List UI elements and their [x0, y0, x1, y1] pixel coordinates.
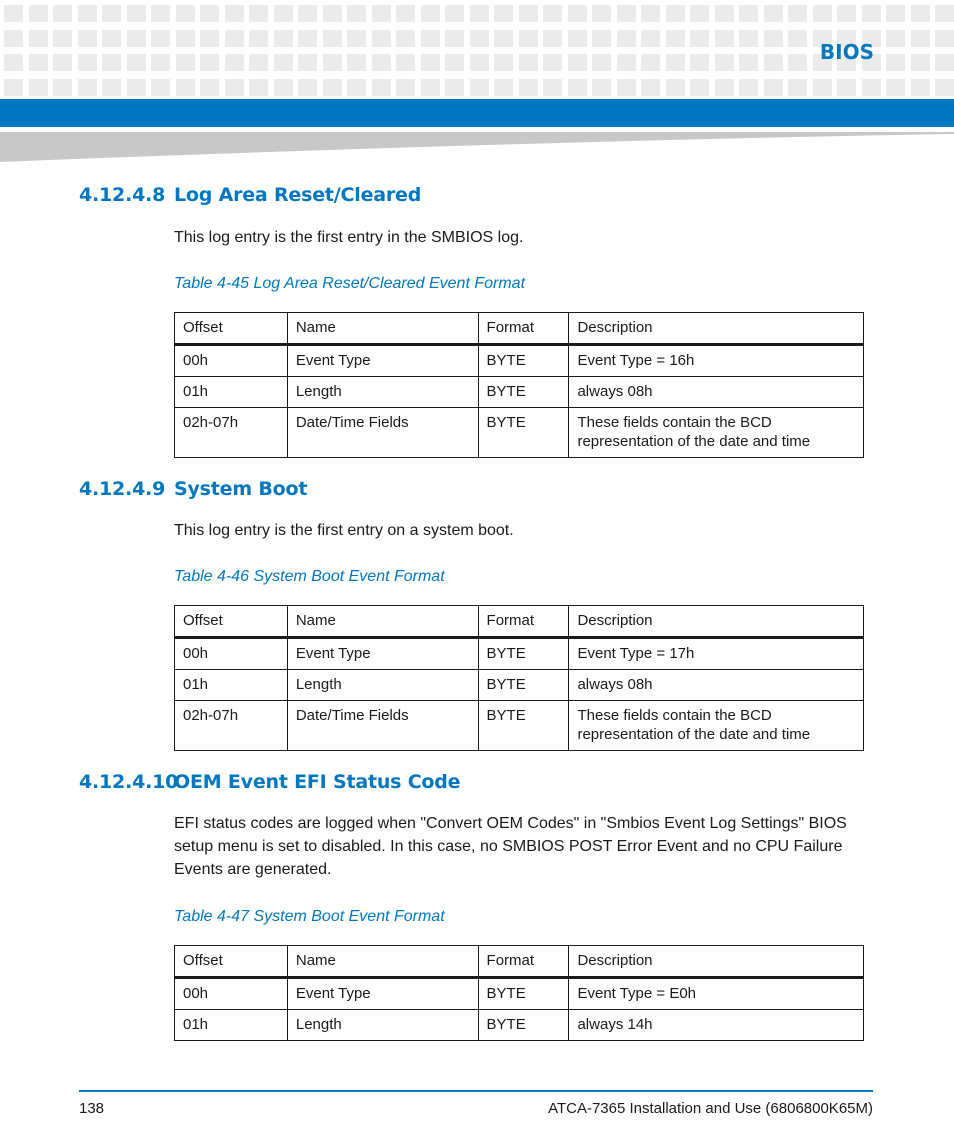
cell-description: Event Type = 17h: [569, 638, 864, 670]
grid-cell: [200, 5, 219, 22]
grid-cell: [519, 54, 538, 71]
cell-name: Event Type: [287, 638, 478, 670]
grid-cell: [200, 79, 219, 96]
grid-cell: [494, 30, 513, 47]
grid-cell: [176, 5, 195, 22]
grid-cell: [494, 79, 513, 96]
page-number: 138: [79, 1100, 105, 1117]
grid-cell: [298, 79, 317, 96]
grid-cell: [445, 79, 464, 96]
cell-format: BYTE: [478, 978, 569, 1010]
grid-cell: [592, 30, 611, 47]
cell-offset: 00h: [175, 978, 288, 1010]
cell-name: Length: [287, 1010, 478, 1041]
grid-cell: [53, 5, 72, 22]
grid-cell: [617, 79, 636, 96]
grid-cell: [690, 54, 709, 71]
grid-cell: [127, 79, 146, 96]
cell-offset: 01h: [175, 670, 288, 701]
grid-cell: [396, 54, 415, 71]
cell-offset: 00h: [175, 345, 288, 377]
grid-cell: [151, 30, 170, 47]
grid-cell: [911, 79, 930, 96]
grid-cell: [445, 54, 464, 71]
grid-cell: [151, 79, 170, 96]
grid-cell: [78, 30, 97, 47]
grid-cell: [396, 79, 415, 96]
grid-cell: [666, 54, 685, 71]
section-number: 4.12.4.9: [79, 478, 166, 500]
grid-cell: [886, 79, 905, 96]
header-blue-bar: [0, 99, 954, 127]
header-swoosh: [0, 128, 954, 164]
chapter-title: BIOS: [819, 40, 874, 64]
grid-cell: [935, 30, 954, 47]
grid-cell: [445, 5, 464, 22]
grid-cell: [323, 30, 342, 47]
grid-cell: [396, 30, 415, 47]
grid-cell: [372, 30, 391, 47]
grid-cell: [176, 30, 195, 47]
grid-cell: [494, 54, 513, 71]
grid-cell: [249, 5, 268, 22]
grid-cell: [274, 5, 293, 22]
grid-cell: [935, 79, 954, 96]
grid-cell: [396, 5, 415, 22]
cell-offset: 01h: [175, 1010, 288, 1041]
grid-cell: [372, 79, 391, 96]
grid-cell: [911, 54, 930, 71]
grid-cell: [127, 5, 146, 22]
grid-cell: [886, 54, 905, 71]
grid-cell: [935, 5, 954, 22]
event-format-table: [174, 312, 864, 458]
header-offset: Offset: [175, 606, 288, 638]
cell-description: These fields contain the BCD representation of the date and time: [569, 408, 864, 458]
grid-cell: [641, 54, 660, 71]
grid-cell: [421, 30, 440, 47]
grid-cell: [78, 54, 97, 71]
grid-cell: [788, 5, 807, 22]
grid-cell: [739, 54, 758, 71]
grid-cell: [837, 5, 856, 22]
grid-cell: [4, 30, 23, 47]
grid-cell: [200, 54, 219, 71]
table-header-row: [175, 313, 864, 345]
grid-cell: [249, 54, 268, 71]
grid-cell: [568, 54, 587, 71]
grid-cell: [445, 30, 464, 47]
grid-cell: [837, 79, 856, 96]
cell-name: Length: [287, 670, 478, 701]
grid-cell: [323, 54, 342, 71]
grid-cell: [592, 54, 611, 71]
section-heading-log-area-reset: [79, 184, 421, 206]
grid-cell: [764, 54, 783, 71]
section-intro: This log entry is the first entry on a system boot.: [174, 522, 514, 539]
grid-cell: [568, 5, 587, 22]
table-row: [175, 670, 864, 701]
grid-cell: [886, 30, 905, 47]
grid-cell: [200, 30, 219, 47]
grid-cell: [690, 30, 709, 47]
footer-rule: [79, 1090, 873, 1092]
section-heading-system-boot: [79, 478, 307, 500]
grid-cell: [617, 30, 636, 47]
cell-format: BYTE: [478, 345, 569, 377]
grid-cell: [764, 30, 783, 47]
grid-cell: [788, 54, 807, 71]
grid-cell: [543, 30, 562, 47]
grid-cell: [176, 54, 195, 71]
grid-cell: [225, 30, 244, 47]
grid-cell: [372, 54, 391, 71]
grid-cell: [592, 5, 611, 22]
grid-cell: [78, 79, 97, 96]
grid-cell: [470, 79, 489, 96]
grid-cell: [543, 79, 562, 96]
grid-cell: [715, 5, 734, 22]
grid-cell: [421, 79, 440, 96]
grid-cell: [421, 54, 440, 71]
grid-cell: [739, 5, 758, 22]
cell-description: These fields contain the BCD representation of the date and time: [569, 701, 864, 751]
grid-cell: [617, 5, 636, 22]
grid-cell: [592, 79, 611, 96]
grid-cell: [127, 30, 146, 47]
grid-cell: [666, 5, 685, 22]
grid-cell: [53, 30, 72, 47]
grid-cell: [739, 30, 758, 47]
section-title: OEM Event EFI Status Code: [174, 771, 461, 793]
grid-cell: [53, 54, 72, 71]
section-title: System Boot: [174, 478, 308, 500]
grid-cell: [641, 30, 660, 47]
header-name: Name: [287, 313, 478, 345]
grid-cell: [519, 79, 538, 96]
cell-offset: 00h: [175, 638, 288, 670]
cell-offset: 01h: [175, 377, 288, 408]
grid-cell: [690, 79, 709, 96]
grid-cell: [813, 5, 832, 22]
cell-format: BYTE: [478, 377, 569, 408]
grid-cell: [470, 54, 489, 71]
grid-cell: [29, 54, 48, 71]
grid-cell: [935, 54, 954, 71]
grid-cell: [298, 54, 317, 71]
cell-offset: 02h-07h: [175, 408, 288, 458]
grid-cell: [225, 79, 244, 96]
grid-cell: [788, 79, 807, 96]
event-format-table: [174, 605, 864, 751]
cell-format: BYTE: [478, 701, 569, 751]
section-heading-oem-event-efi: [79, 771, 460, 793]
cell-description: Event Type = E0h: [569, 978, 864, 1010]
grid-cell: [666, 79, 685, 96]
grid-cell: [151, 5, 170, 22]
cell-description: always 08h: [569, 377, 864, 408]
grid-cell: [274, 79, 293, 96]
table-row: [175, 701, 864, 751]
table-row: [175, 345, 864, 377]
cell-name: Date/Time Fields: [287, 701, 478, 751]
grid-cell: [274, 54, 293, 71]
grid-cell: [715, 54, 734, 71]
grid-cell: [764, 5, 783, 22]
section-number: 4.12.4.10: [79, 771, 179, 793]
grid-cell: [249, 79, 268, 96]
grid-cell: [127, 54, 146, 71]
grid-cell: [519, 5, 538, 22]
cell-description: Event Type = 16h: [569, 345, 864, 377]
grid-cell: [225, 54, 244, 71]
grid-cell: [519, 30, 538, 47]
grid-cell: [102, 79, 121, 96]
grid-cell: [617, 54, 636, 71]
grid-cell: [421, 5, 440, 22]
cell-offset: 02h-07h: [175, 701, 288, 751]
grid-cell: [249, 30, 268, 47]
grid-cell: [568, 79, 587, 96]
grid-cell: [666, 30, 685, 47]
grid-cell: [4, 5, 23, 22]
grid-cell: [4, 79, 23, 96]
header-description: Description: [569, 946, 864, 978]
cell-description: always 14h: [569, 1010, 864, 1041]
header-name: Name: [287, 606, 478, 638]
grid-cell: [323, 79, 342, 96]
grid-cell: [151, 54, 170, 71]
grid-cell: [323, 5, 342, 22]
cell-format: BYTE: [478, 638, 569, 670]
table-caption: Table 4-45 Log Area Reset/Cleared Event Format: [174, 275, 526, 292]
grid-cell: [494, 5, 513, 22]
header-grid-pattern: [0, 0, 954, 98]
table-row: [175, 1010, 864, 1041]
grid-cell: [102, 54, 121, 71]
grid-cell: [641, 5, 660, 22]
grid-cell: [29, 79, 48, 96]
header-name: Name: [287, 946, 478, 978]
cell-description: always 08h: [569, 670, 864, 701]
table-row: [175, 377, 864, 408]
grid-cell: [347, 5, 366, 22]
header-description: Description: [569, 313, 864, 345]
grid-cell: [176, 79, 195, 96]
grid-cell: [764, 79, 783, 96]
table-caption: Table 4-47 System Boot Event Format: [174, 908, 445, 925]
grid-cell: [4, 54, 23, 71]
grid-cell: [102, 30, 121, 47]
cell-format: BYTE: [478, 1010, 569, 1041]
grid-cell: [372, 5, 391, 22]
grid-cell: [690, 5, 709, 22]
section-intro: EFI status codes are logged when "Convert OEM Codes" in "Smbios Event Log Settings" BIOS setup menu is set to disabled. In this case, no SMBIOS POST Error Event and no CPU Failure Events are generated.: [174, 815, 847, 878]
grid-cell: [641, 79, 660, 96]
grid-cell: [715, 30, 734, 47]
section-intro: This log entry is the first entry in the SMBIOS log.: [174, 229, 524, 246]
document-title: ATCA-7365 Installation and Use (6806800K65M): [548, 1100, 873, 1117]
cell-name: Event Type: [287, 345, 478, 377]
grid-cell: [886, 5, 905, 22]
grid-cell: [29, 5, 48, 22]
header-offset: Offset: [175, 313, 288, 345]
header-offset: Offset: [175, 946, 288, 978]
table-row: [175, 408, 864, 458]
table-row: [175, 638, 864, 670]
grid-cell: [788, 30, 807, 47]
section-title: Log Area Reset/Cleared: [174, 184, 422, 206]
header-description: Description: [569, 606, 864, 638]
grid-cell: [813, 79, 832, 96]
table-row: [175, 978, 864, 1010]
grid-cell: [78, 5, 97, 22]
cell-name: Event Type: [287, 978, 478, 1010]
grid-cell: [911, 5, 930, 22]
grid-cell: [29, 30, 48, 47]
grid-cell: [102, 5, 121, 22]
grid-cell: [347, 54, 366, 71]
grid-cell: [862, 5, 881, 22]
grid-cell: [470, 5, 489, 22]
grid-cell: [543, 54, 562, 71]
cell-format: BYTE: [478, 670, 569, 701]
cell-name: Length: [287, 377, 478, 408]
section-number: 4.12.4.8: [79, 184, 166, 206]
grid-cell: [347, 79, 366, 96]
grid-cell: [225, 5, 244, 22]
grid-cell: [298, 30, 317, 47]
table-header-row: [175, 946, 864, 978]
grid-cell: [347, 30, 366, 47]
grid-cell: [862, 79, 881, 96]
grid-cell: [715, 79, 734, 96]
grid-cell: [298, 5, 317, 22]
table-caption: Table 4-46 System Boot Event Format: [174, 568, 445, 585]
grid-cell: [53, 79, 72, 96]
header-format: Format: [478, 606, 569, 638]
cell-name: Date/Time Fields: [287, 408, 478, 458]
cell-format: BYTE: [478, 408, 569, 458]
grid-cell: [739, 79, 758, 96]
header-format: Format: [478, 313, 569, 345]
grid-cell: [568, 30, 587, 47]
header-format: Format: [478, 946, 569, 978]
event-format-table: [174, 945, 864, 1041]
table-header-row: [175, 606, 864, 638]
grid-cell: [543, 5, 562, 22]
grid-cell: [911, 30, 930, 47]
grid-cell: [470, 30, 489, 47]
grid-cell: [274, 30, 293, 47]
